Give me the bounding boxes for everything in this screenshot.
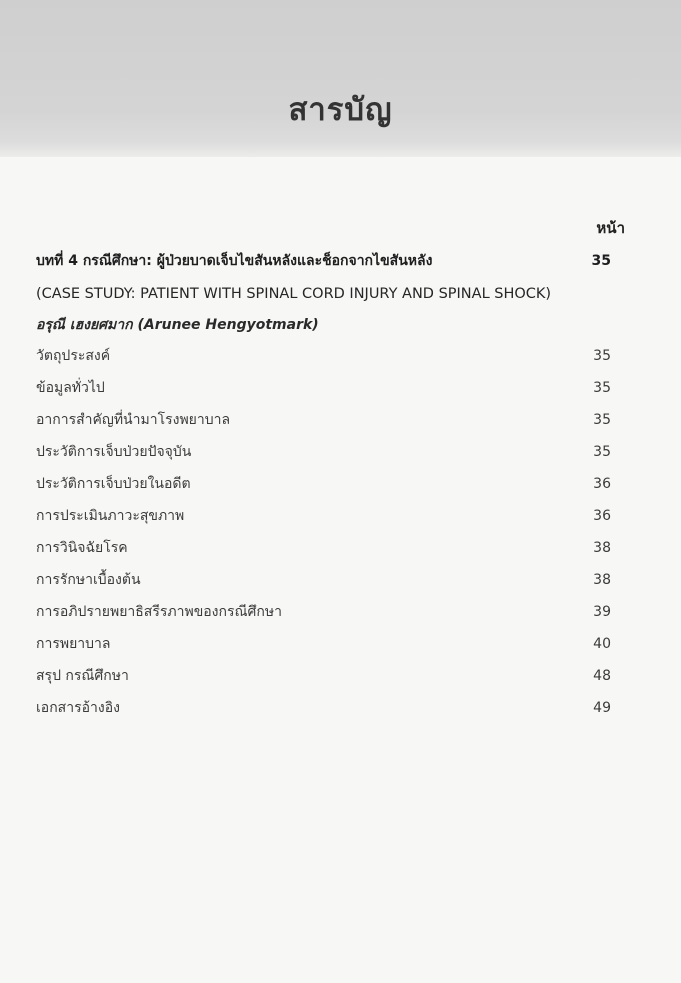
toc-entry-page-number: 49 — [593, 700, 611, 716]
toc-entry — [36, 344, 611, 368]
toc-entry-label: การประเมินภาวะสุขภาพ — [36, 508, 185, 524]
toc-entry-label: ประวัติการเจ็บป่วยในอดีต — [36, 476, 191, 492]
toc-entry-page-number: 38 — [593, 572, 611, 588]
toc-entry — [36, 664, 611, 688]
toc-entry — [36, 600, 611, 624]
toc-entry-label: การอภิปรายพยาธิสรีรภาพของกรณีศึกษา — [36, 604, 282, 620]
toc-entry — [36, 536, 611, 560]
toc-entry-label: การรักษาเบื้องต้น — [36, 572, 141, 588]
toc-entry-label: อาการสำคัญที่นำมาโรงพยาบาล — [36, 412, 231, 428]
toc-entry-page-number: 40 — [593, 636, 611, 652]
toc-entry-page-number: 36 — [593, 508, 611, 524]
page-column-header: หน้า — [596, 219, 625, 237]
toc-entry-page-number: 48 — [593, 668, 611, 684]
toc-entry — [36, 408, 611, 432]
toc-entry-label: ประวัติการเจ็บป่วยปัจจุบัน — [36, 444, 192, 460]
toc-entry — [36, 440, 611, 464]
toc-entry-page-number: 35 — [593, 380, 611, 396]
toc-entry-page-number: 36 — [593, 476, 611, 492]
chapter-english-title-row — [36, 282, 611, 306]
toc-entry-label: วัตถุประสงค์ — [36, 348, 111, 364]
toc-entry — [36, 376, 611, 400]
toc-entry — [36, 472, 611, 496]
toc-entry-label: การพยาบาล — [36, 636, 111, 652]
chapter-author-row — [36, 313, 611, 337]
toc-entry — [36, 504, 611, 528]
toc-entry-label: สรุป กรณีศึกษา — [36, 668, 129, 684]
toc-entry-page-number: 39 — [593, 604, 611, 620]
toc-entry — [36, 696, 611, 720]
toc-entry — [36, 568, 611, 592]
toc-entry-label: เอกสารอ้างอิง — [36, 700, 120, 716]
toc-entry — [36, 632, 611, 656]
page-title: สารบัญ — [288, 92, 393, 128]
chapter-page-number: 35 — [591, 253, 611, 269]
toc-entry-page-number: 38 — [593, 540, 611, 556]
toc-entry-page-number: 35 — [593, 412, 611, 428]
chapter-row — [36, 249, 611, 273]
chapter-english-title: (CASE STUDY: PATIENT WITH SPINAL CORD INJURY AND SPINAL SHOCK) — [36, 286, 552, 302]
chapter-title: บทที่ 4 กรณีศึกษา: ผู้ป่วยบาดเจ็บไขสันหลังและช็อกจากไขสันหลัง — [36, 253, 433, 269]
toc-entry-page-number: 35 — [593, 348, 611, 364]
toc-entry-label: ข้อมูลทั่วไป — [36, 380, 105, 396]
toc-entry-label: การวินิจฉัยโรค — [36, 540, 128, 556]
chapter-author: อรุณี เฮงยศมาก (Arunee Hengyotmark) — [36, 317, 319, 333]
toc-entry-page-number: 35 — [593, 444, 611, 460]
